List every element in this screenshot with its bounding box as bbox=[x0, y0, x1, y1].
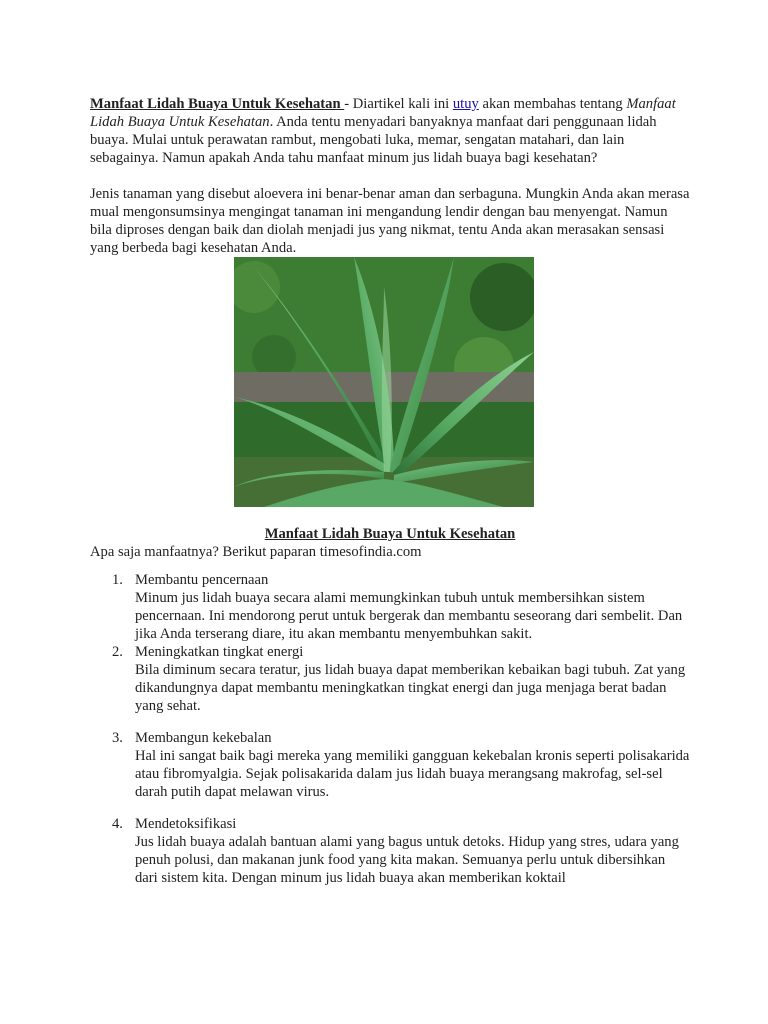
intro-text-b: akan membahas tentang bbox=[478, 96, 627, 112]
aloe-vera-photo bbox=[234, 257, 534, 507]
intro-italic-title: Manfaat Lidah Buaya Untuk Kesehatan bbox=[90, 96, 676, 130]
item-number: 2. bbox=[112, 644, 123, 660]
article bbox=[90, 95, 690, 887]
item-body: Hal ini sangat baik bagi mereka yang memiliki gangguan kekebalan kronis seperti polisakarida atau fibromyalgia. Sejak polisakarida dalam jus lidah buaya merangsang makrofag, sel-sel darah putih dapat melawan virus. bbox=[135, 748, 690, 800]
intro-paragraph bbox=[90, 95, 690, 167]
item-number: 4. bbox=[112, 816, 123, 832]
intro-text-c: . Anda tentu menyadari banyaknya manfaat dari penggunaan lidah buaya. Mulai untuk perawatan rambut, mengobati luka, memar, sengatan matahari, dan lain sebagainya. Namun apakah Anda tahu manfaat minum jus lidah buaya bagi kesehatan? bbox=[90, 114, 657, 166]
article-title-link[interactable]: Manfaat Lidah Buaya Untuk Kesehatan bbox=[90, 96, 345, 112]
item-number: 3. bbox=[112, 730, 123, 746]
list-item bbox=[90, 729, 690, 801]
item-title: Membangun kekebalan bbox=[135, 730, 272, 746]
list-item bbox=[90, 643, 690, 715]
list-item bbox=[90, 571, 690, 643]
item-title: Membantu pencernaan bbox=[135, 572, 269, 588]
intro-text-a: - Diartikel kali ini bbox=[344, 96, 453, 112]
item-body: Bila diminum secara teratur, jus lidah buaya dapat memberikan kebaikan bagi tubuh. Zat yang dikandungnya dapat membantu meningkatkan tingkat energi dan juga menjaga berat badan yang sehat. bbox=[135, 662, 686, 714]
list-item bbox=[90, 815, 690, 887]
item-body: Jus lidah buaya adalah bantuan alami yang bagus untuk detoks. Hidup yang stres, udara yang penuh polusi, dan makanan junk food yang kita makan. Semuanya perlu untuk dibersihkan dari sistem kita. Dengan minum jus lidah buaya akan memberikan koktail bbox=[135, 834, 679, 886]
item-number: 1. bbox=[112, 572, 123, 588]
list-intro: Apa saja manfaatnya? Berikut paparan timesofindia.com bbox=[90, 544, 422, 560]
aloe-vera-illustration bbox=[234, 257, 534, 507]
second-paragraph: Jenis tanaman yang disebut aloevera ini benar-benar aman dan serbaguna. Mungkin Anda akan merasa mual mengonsumsinya mengingat tanaman ini mengandung lendir dengan bau menyengat. Namun bila diproses dengan baik dan diolah menjadi jus yang nikmat, tentu Anda akan merasakan sensasi yang berbeda bagi kesehatan Anda. bbox=[90, 186, 690, 256]
item-title: Meningkatkan tingkat energi bbox=[135, 644, 304, 660]
list-spacer bbox=[90, 715, 690, 729]
item-body: Minum jus lidah buaya secara alami memungkinkan tubuh untuk membersihkan sistem pencernaan. Ini mendorong perut untuk bergerak dan membantu seseorang dari sembelit. Dan jika Anda terserang diare, itu akan membantu menyembuhkan sakit. bbox=[135, 590, 683, 642]
list-spacer bbox=[90, 801, 690, 815]
author-link[interactable]: utuy bbox=[452, 96, 479, 112]
image-caption: Manfaat Lidah Buaya Untuk Kesehatan bbox=[264, 526, 516, 542]
item-title: Mendetoksifikasi bbox=[135, 816, 237, 832]
benefits-list bbox=[90, 571, 690, 887]
